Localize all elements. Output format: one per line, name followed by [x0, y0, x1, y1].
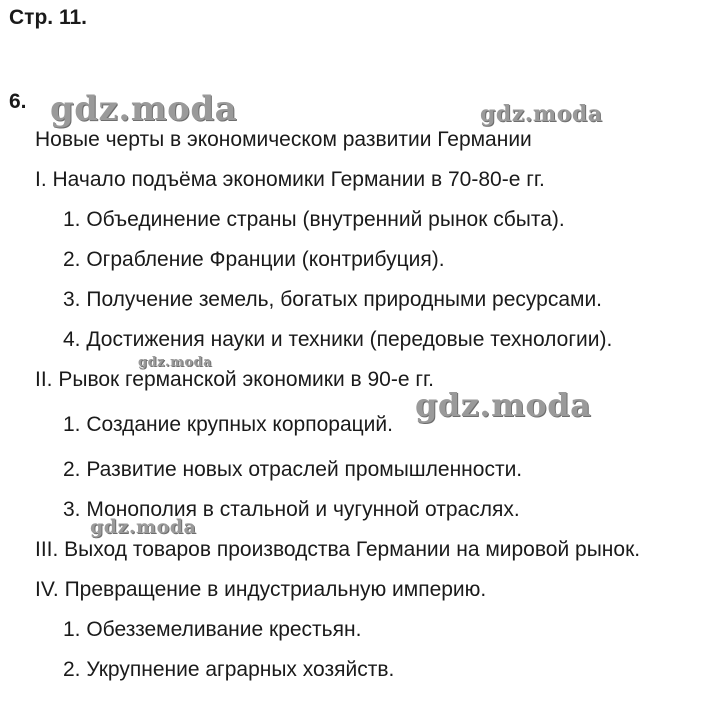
list-item: 2. Укрупнение аграрных хозяйств.: [63, 658, 395, 681]
watermark-logo: gdz.moda: [90, 516, 197, 538]
section-heading-1: I. Начало подъёма экономики Германии в 70-80-е гг.: [35, 168, 545, 191]
list-item: 1. Создание крупных корпораций.: [63, 413, 393, 436]
section-heading-2: II. Рывок германской экономики в 90-е гг.: [35, 368, 434, 391]
list-item: 3. Получение земель, богатых природными ресурсами.: [63, 288, 603, 311]
watermark-logo: gdz.moda: [138, 355, 213, 370]
section-heading-3: III. Выход товаров производства Германии на мировой рынок.: [35, 538, 641, 561]
list-item: 4. Достижения науки и техники (передовые технологии).: [63, 328, 613, 351]
section-title: Новые черты в экономическом развитии Германии: [35, 128, 532, 151]
list-item: 1. Объединение страны (внутренний рынок сбыта).: [63, 208, 565, 231]
watermark-logo: gdz.moda: [50, 89, 238, 129]
task-number: 6.: [9, 90, 27, 113]
list-item: 2. Развитие новых отраслей промышленности.: [63, 458, 523, 481]
watermark-logo: gdz.moda: [415, 386, 592, 424]
list-item: 2. Ограбление Франции (контрибуция).: [63, 248, 445, 271]
watermark-logo: gdz.moda: [480, 101, 603, 127]
section-heading-4: IV. Превращение в индустриальную империю.: [35, 578, 487, 601]
list-item: 1. Обезземеливание крестьян.: [63, 618, 362, 641]
list-item: 3. Монополия в стальной и чугунной отраслях.: [63, 498, 520, 521]
page-label: Стр. 11.: [9, 6, 87, 29]
